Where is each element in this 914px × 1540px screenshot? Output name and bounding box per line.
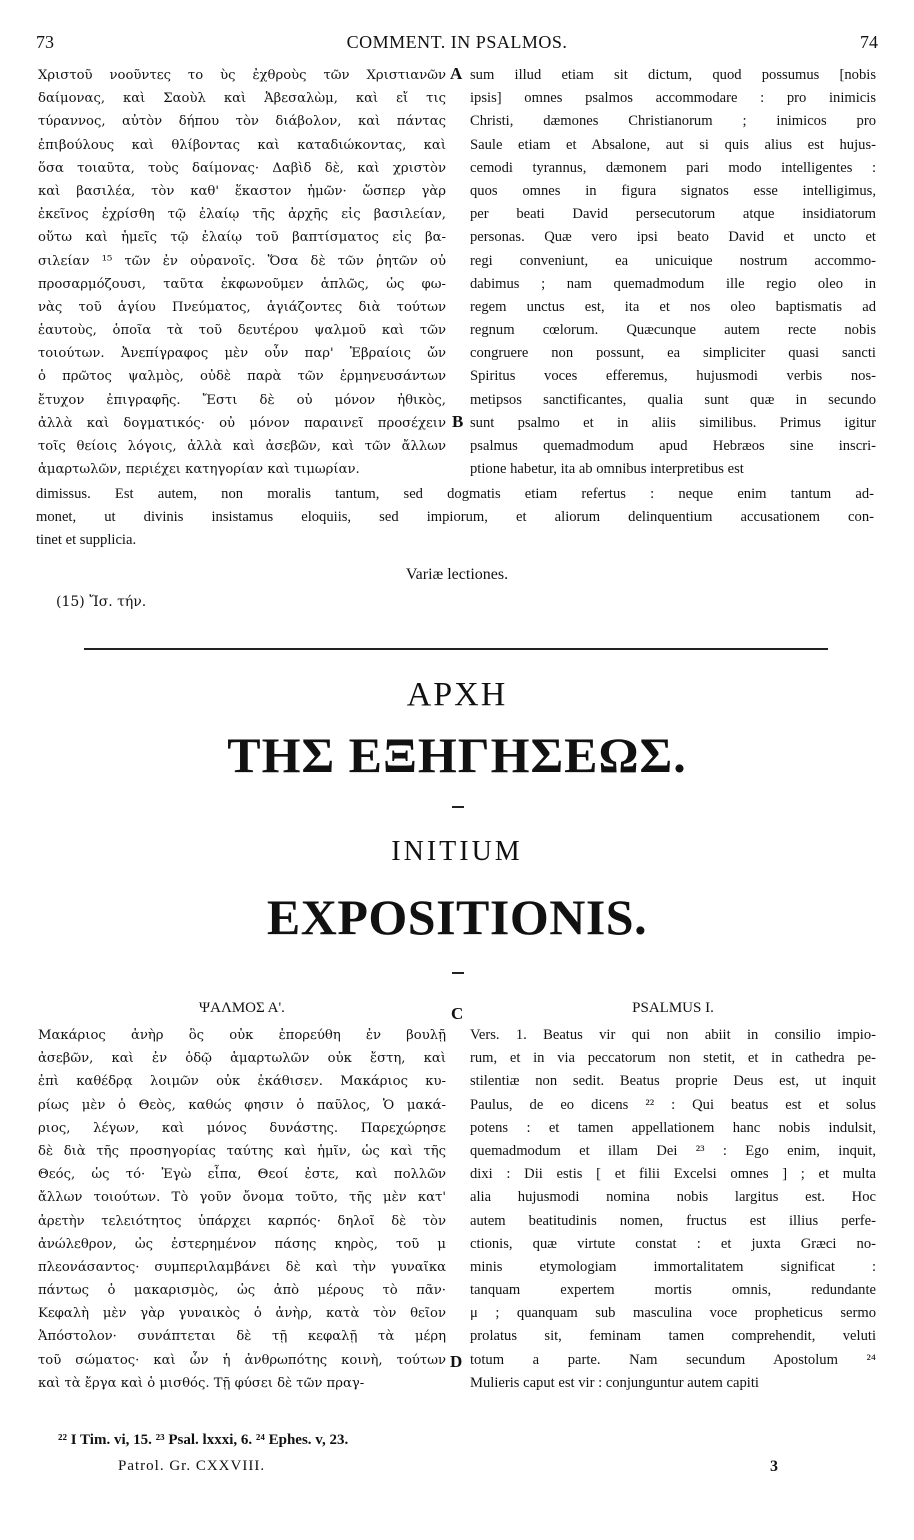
text-line: δαίμονας, καὶ Σαοὺλ καὶ Ἀβεσαλὼμ, καὶ εἴ τις — [38, 91, 446, 107]
text-line: ctionis, quæ virtute constat : et juxta Græci no- — [470, 1235, 876, 1252]
column-marker-c: C — [451, 1004, 464, 1023]
column-marker-b: B — [452, 412, 464, 431]
text-line: ἐπὶ καθέδρᾳ λοιμῶν οὐκ ἐκάθισεν. Μακάριος κυ- — [38, 1074, 446, 1090]
greek-title-line-2: ΤΗΣ ΕΞΗΓΗΣΕΩΣ. — [227, 727, 687, 783]
text-line: regem unctus est, ita et nos oleo baptismatis ad — [470, 298, 876, 315]
text-line: δὲ διὰ τῆς προσηγορίας ταύτης καὶ ἡμῖν, ὡς καὶ τῆς — [38, 1143, 446, 1159]
gathering-signature: 3 — [770, 1458, 778, 1475]
text-line: monet, ut divinis insistamus eloquiis, sed impiorum, et aliorum delinquentium accusationem con- — [36, 509, 874, 526]
text-line: ἀνώλεθρον, ὡς ἐστερημένον πάσης κηρὸς, τοῦ μ — [38, 1236, 446, 1252]
text-line: μ ; quanquam sub masculina voce propheticus sermo — [470, 1305, 876, 1322]
text-line: alia hujusmodi nomina nobis largitus est. Hoc — [470, 1189, 876, 1206]
latin-column-top — [470, 64, 876, 481]
full-width-text — [36, 483, 874, 553]
text-line: σιλείαν ¹⁵ τῶν ἐν οὐρανοῖς. Ὅσα δὲ τῶν ῥητῶν οὐ — [38, 253, 446, 269]
text-line: minis etymologiam immortalitatem significat : — [470, 1258, 876, 1275]
text-line: tanquam expertem mortis omnis, redundante — [470, 1282, 876, 1299]
text-line: ἄλλων τοιούτων. Τὸ γοῦν ὄνομα τοῦτο, τῆς μὲν κατ' — [38, 1190, 446, 1206]
text-line: ptione habetur, ita ab omnibus interpretibus est — [470, 461, 744, 478]
text-line: autem beatitudinis nomen, fructus est illius perfe- — [470, 1212, 876, 1229]
variant-note: (15) Ἴσ. τήν. — [56, 594, 147, 610]
text-line: rum, et in via peccatorum non stetit, et in cathedra pe- — [470, 1050, 876, 1067]
text-line: Paulus, de eo dicens ²² : Qui beatus est et solus — [470, 1096, 876, 1113]
psalm-heading-latin: PSALMUS I. — [632, 1000, 714, 1016]
text-line: ἔτυχον ἐπιγραφῆς. Ἔστι δὲ οὐ μόνον ἠθικὸς, — [38, 392, 446, 408]
latin-title-line-1: INITIUM — [391, 836, 523, 867]
text-line: Μακάριος ἀνὴρ ὃς οὐκ ἐπορεύθη ἐν βουλῇ — [38, 1028, 446, 1043]
running-title: COMMENT. IN PSALMOS. — [346, 32, 568, 52]
text-line: Spiritus voces efferemus, hujusmodi verbis nos- — [470, 368, 876, 385]
text-line: per beati David persecutorum atque insidiatorum — [470, 206, 876, 223]
text-line: cemodi tyrannus, dæmonem pari modo intelligentes : — [470, 159, 876, 176]
text-line: regi conveniunt, ea unicuique nostrum accommo- — [470, 252, 876, 269]
text-line: dabimus ; nam quemadmodum ille regio oleo in — [470, 275, 876, 292]
text-line: prolatus sit, feminam tamen comprehendit, veluti — [470, 1328, 876, 1345]
title-dash — [452, 972, 464, 974]
running-header — [36, 32, 878, 56]
text-line: πάντως ὁ μακαρισμὸς, ὡς ἀπὸ μέρους τὸ πᾶν· — [38, 1283, 446, 1299]
page-number-left: 73 — [36, 32, 54, 52]
text-line: τοιούτων. Ἀνεπίγραφος μὲν οὖν παρ' Ἑβραίοις ὤν — [38, 346, 446, 362]
text-line: πλεονάσαντος· συμπεριλαμβάνει δὲ καὶ τὴν γυναῖκα — [38, 1259, 446, 1275]
text-line: τοῖς θείοις λόγοις, ἀλλὰ καὶ ἀσεβῶν, καὶ τῶν ἄλλων — [38, 439, 446, 454]
greek-column-bottom — [38, 1024, 446, 1395]
text-line: metipsos sanctificantes, qualia sunt quæ in secundo — [470, 391, 876, 408]
text-line: tinet et supplicia. — [36, 532, 137, 549]
text-line: Christi, dæmones Christianorum ; inimicos pro — [470, 113, 876, 130]
text-line: ρίως μὲν ὁ Θεὸς, καθώς φησιν ὁ παῦλος, Ὁ μακά- — [38, 1097, 446, 1113]
psalm-heading-greek: ΨΑΛΜΟΣ Α'. — [199, 1000, 285, 1016]
text-line: νὰς τοῦ ἁγίου Πνεύματος, ἁγιάζοντες διὰ τούτων — [38, 299, 446, 315]
variae-lectiones-heading: Variæ lectiones. — [405, 566, 509, 583]
text-line: quemadmodum et illam Dei ²³ : Ego enim, inquit, — [470, 1142, 876, 1159]
text-line: congruere non possunt, ea simpliciter quasi sancti — [470, 345, 876, 362]
text-line: ὁ πρῶτος ψαλμὸς, οὐδὲ παρὰ τῶν ἑρμηνευσάντων — [38, 369, 446, 385]
text-line: Mulieris caput est vir : conjunguntur autem capiti — [470, 1374, 759, 1391]
text-line: potens : et tamen appellationem hanc nobis indulsit, — [470, 1119, 876, 1136]
text-line: ἀλλὰ καὶ δογματικός· οὐ μόνον παραινεῖ προσέχειν — [38, 415, 446, 431]
text-line: sunt psalmo et in aliis similibus. Primus igitur — [470, 414, 876, 431]
text-line: psalmus quemadmodum apud Hebræos sine inscri- — [470, 438, 876, 454]
text-line: totum a parte. Nam secundum Apostolum ²⁴ — [470, 1351, 876, 1368]
text-line: καὶ βασιλέα, τὸν καθ' ἕκαστον ἡμῶν· ὥσπερ γὰρ — [38, 183, 446, 199]
text-line: προσαρμόζουσι, ταῦτα ἐκφωνοῦμεν ἁπλῶς, ὡς φω- — [38, 276, 446, 292]
title-dash — [452, 806, 464, 808]
text-line: quos omnes in figura signatos esse intelligimus, — [470, 182, 876, 199]
text-line: sum illud etiam sit dictum, quod possumus [nobis — [470, 67, 876, 83]
text-line: ἁμαρτωλῶν, περιέχει κατηγορίαν καὶ τιμωρίαν. — [38, 462, 360, 478]
text-line: ἀρετὴν τελειότητος ὑπάρχει καρπός· δηλοῖ δὲ τὸν — [38, 1213, 446, 1229]
column-marker-d: D — [450, 1352, 463, 1371]
text-line: καὶ τὰ ἔργα καὶ ὁ μισθός. Τῇ φύσει δὲ τῶν πραγ- — [38, 1375, 365, 1391]
text-line: ipsis] omnes psalmos accommodare : pro inimicis — [470, 90, 876, 107]
text-line: Χριστοῦ νοοῦντες το ὺς ἐχθροὺς τῶν Χριστιανῶν — [38, 68, 446, 83]
greek-column-top — [38, 64, 446, 481]
text-line: ἀσεβῶν, καὶ ἐν ὁδῷ ἁμαρτωλῶν οὐκ ἔστη, καὶ — [38, 1051, 446, 1067]
text-line: τοῦ σώματος· καὶ ὧν ἡ ἀνθρωπότης κοινὴ, τούτων — [38, 1352, 446, 1368]
text-line: Θεός, ὡς τό· Ἐγὼ εἶπα, Θεοί ἐστε, καὶ πολλῶν — [38, 1167, 446, 1183]
text-line: Saule etiam et Absalone, aut si quis alius est hujus- — [470, 136, 876, 153]
latin-title-line-2: EXPOSITIONIS. — [266, 889, 648, 945]
text-line: Κεφαλὴ μὲν γὰρ γυναικὸς ὁ ἀνὴρ, κατὰ τὸν θεῖον — [38, 1306, 446, 1322]
text-line: stilentiæ non sedit. Beatus proprie Deus est, ut inquit — [470, 1073, 876, 1090]
text-line: ἐκεῖνος ἐχρίσθη τῷ ἐλαίῳ τῆς ἀρχῆς εἰς βασιλείαν, — [38, 207, 446, 223]
column-marker-a: A — [450, 64, 463, 83]
text-line: ἑαυτοὺς, ὁποῖα τὰ τοῦ δευτέρου ψαλμοῦ καὶ τῶν — [38, 323, 446, 339]
text-line: Vers. 1. Beatus vir qui non abiit in consilio impio- — [470, 1027, 876, 1043]
text-line: personas. Quæ vero ipsi beato David et uncto et — [470, 229, 876, 246]
greek-title-line-1: ΑΡΧΗ — [406, 676, 508, 713]
text-line: Ἀπόστολον· συνάπτεται δὲ τῇ κεφαλῇ τὰ μέρη — [38, 1329, 446, 1345]
page-number-right: 74 — [860, 32, 878, 52]
section-rule — [84, 648, 828, 650]
text-line: ὅσα τοιαῦτα, τοὺς δαίμονας· Δαβὶδ δὲ, καὶ χριστὸν — [38, 160, 446, 176]
text-line: οὕτω καὶ ἡμεῖς τῷ ἐλαίῳ τοῦ βαπτίσματος εἰς βα- — [38, 230, 446, 246]
patrologia-signature: Patrol. Gr. CXXVIII. — [118, 1458, 266, 1474]
text-line: dixi : Dii estis [ et filii Excelsi omnes ] ; et multa — [470, 1166, 876, 1183]
footnotes: ²² I Tim. vi, 15. ²³ Psal. lxxxi, 6. ²⁴ Ephes. v, 23. — [58, 1432, 349, 1448]
text-line: dimissus. Est autem, non moralis tantum, sed dogmatis etiam refertus : neque enim tantum ad- — [36, 486, 874, 502]
text-line: regnum cœlorum. Quæcunque autem recte nobis — [470, 322, 876, 339]
latin-column-bottom — [470, 1024, 876, 1395]
text-line: ἐπιβούλους καὶ θλίβοντας καὶ καταδιώκοντας, καὶ — [38, 137, 446, 153]
text-line: τύραννος, αὐτὸν δήπου τὸν διάβολον, καὶ πάντας — [38, 114, 446, 130]
text-line: ριος, λέγων, καὶ μόνος δυνάστης. Παρεχώρησε — [38, 1120, 446, 1136]
